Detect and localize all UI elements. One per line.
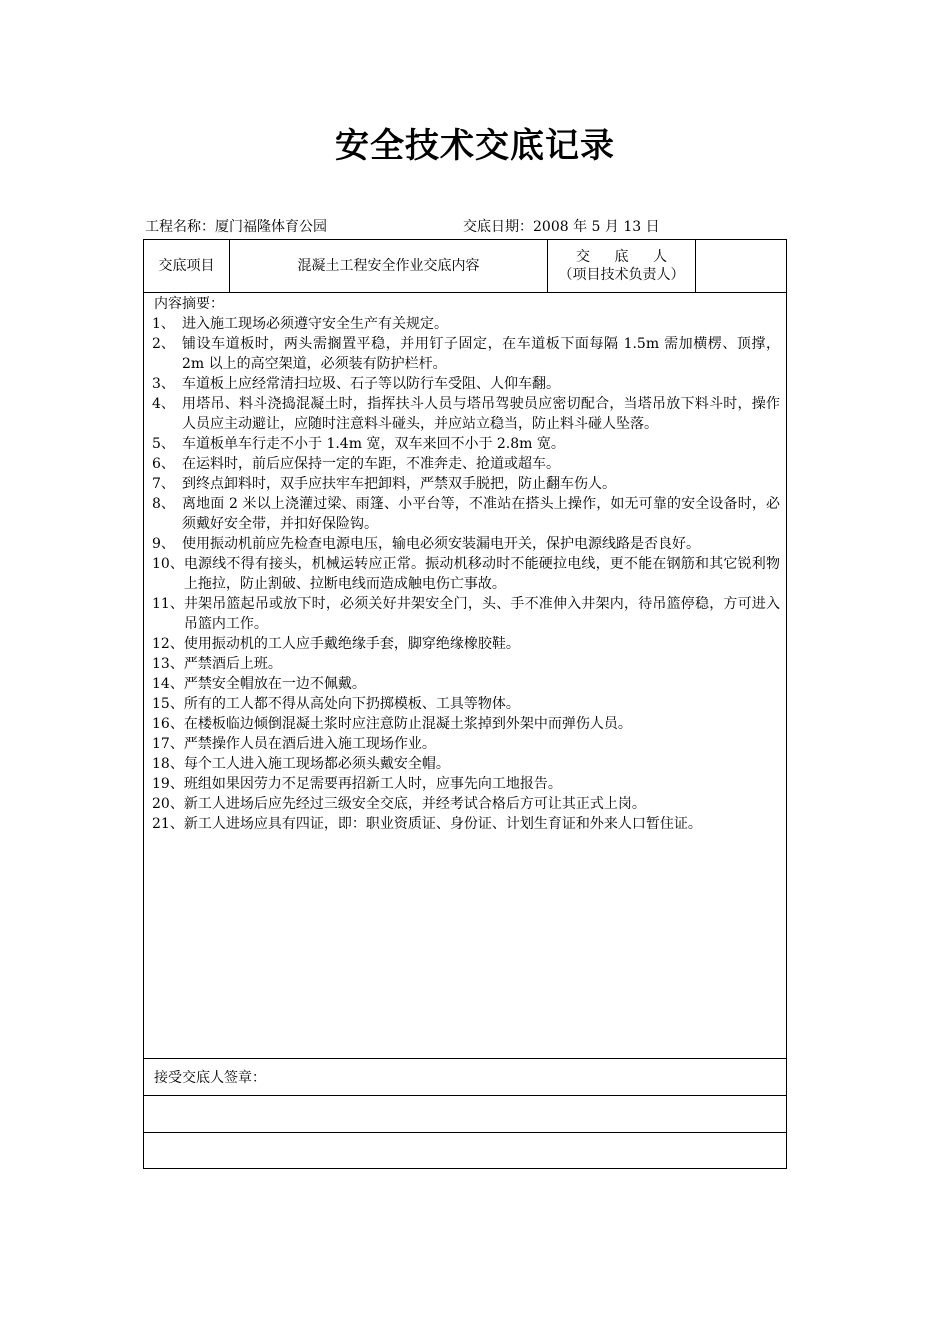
document-title: 安全技术交底记录 (335, 126, 615, 166)
item-text: 离地面 2 米以上浇灌过梁、雨篷、小平台等，不准站在搭头上操作，如无可靠的安全设备时，必须戴好安全带，并扣好保险钩。 (182, 496, 780, 532)
signature-row (144, 1060, 786, 1096)
header-row (144, 240, 786, 293)
item-text: 严禁安全帽放在一边不佩戴。 (183, 676, 366, 692)
item-text: 所有的工人都不得从高处向下扔掷模板、工具等物体。 (183, 696, 520, 712)
item-text: 进入施工现场必须遵守安全生产有关规定。 (182, 316, 448, 332)
record-table (143, 239, 787, 1169)
list-item (152, 794, 780, 814)
item-text: 车道板单车行走不小于 1.4m 宽，双车来回不小于 2.8m 宽。 (182, 436, 565, 452)
item-text: 在运料时，前后应保持一定的车距，不准奔走、抢道或超车。 (182, 456, 560, 472)
item-label: 交底项目 (158, 258, 215, 274)
list-item (152, 434, 780, 454)
list-item (152, 394, 780, 434)
person-label-line1: 交 底 人 (576, 249, 677, 265)
list-item (152, 714, 780, 734)
summary-label: 内容摘要： (154, 296, 224, 312)
item-text: 新工人进场后应先经过三级安全交底，并经考试合格后方可让其正式上岗。 (183, 796, 646, 812)
list-item (152, 594, 780, 634)
item-text: 电源线不得有接头，机械运转应正常。振动机移动时不能硬拉电线，更不能在钢筋和其它锐利物上拖拉，防止割破、拉断电线而造成触电伤亡事故。 (183, 556, 780, 592)
item-text: 铺设车道板时，两头需搁置平稳，并用钉子固定，在车道板下面每隔 1.5m 需加横楞、顶撑，2m 以上的高空架道，必须装有防护栏杆。 (182, 336, 780, 372)
item-value: 混凝土工程安全作业交底内容 (297, 258, 480, 274)
item-text: 井架吊篮起吊或放下时，必须关好井架安全门，头、手不准伸入井架内，待吊篮停稳，方可进入吊篮内工作。 (183, 596, 780, 632)
item-number: 18、 (152, 756, 184, 772)
list-item (152, 634, 780, 654)
list-item (152, 674, 780, 694)
item-number: 10、 (152, 556, 184, 572)
list-item (152, 754, 780, 774)
list-item (152, 314, 780, 334)
item-number: 6、 (152, 456, 175, 472)
list-item (152, 454, 780, 474)
item-text: 班组如果因劳力不足需要再招新工人时，应事先向工地报告。 (183, 776, 562, 792)
person-label-line2: （项目技术负责人） (558, 267, 685, 283)
item-number: 12、 (152, 636, 184, 652)
item-text: 新工人进场应具有四证，即：职业资质证、身份证、计划生育证和外来人口暂住证。 (183, 816, 702, 832)
item-number: 11、 (152, 596, 184, 612)
item-number: 21、 (152, 816, 184, 832)
signature-blank-row-1 (144, 1097, 786, 1133)
item-number: 9、 (152, 536, 175, 552)
item-number: 15、 (152, 696, 184, 712)
item-number: 7、 (152, 476, 175, 492)
item-number: 1、 (152, 316, 175, 332)
list-item (152, 734, 780, 754)
item-number: 3、 (152, 376, 175, 392)
list-item (152, 554, 780, 594)
list-item (152, 494, 780, 534)
item-number: 5、 (152, 436, 175, 452)
signature-label: 接受交底人签章： (154, 1070, 266, 1086)
item-text: 到终点卸料时，双手应扶牢车把卸料，严禁双手脱把，防止翻车伤人。 (182, 476, 616, 492)
item-text: 用塔吊、料斗浇捣混凝土时，指挥扶斗人员与塔吊驾驶员应密切配合，当塔吊放下料斗时，操作人员应主动避让，应随时注意料斗碰头，并应站立稳当，防止料斗碰人坠落。 (182, 396, 780, 432)
signature-blank-row-2 (144, 1133, 786, 1168)
item-number: 4、 (152, 396, 175, 412)
item-text: 车道板上应经常清扫垃圾、石子等以防行车受阻、人仰车翻。 (182, 376, 560, 392)
list-item (152, 774, 780, 794)
item-number: 16、 (152, 716, 184, 732)
item-number: 13、 (152, 656, 184, 672)
item-text: 严禁酒后上班。 (183, 656, 282, 672)
item-value-cell (230, 240, 548, 292)
item-number: 17、 (152, 736, 184, 752)
project-name: 工程名称：厦门福隆体育公园 (145, 219, 327, 235)
list-item (152, 334, 780, 374)
item-label-cell (144, 240, 230, 292)
handover-date: 交底日期：2008 年 5 月 13 日 (463, 219, 660, 235)
person-value-cell (696, 240, 786, 292)
person-label-cell (548, 240, 696, 292)
item-text: 在楼板临边倾倒混凝土浆时应注意防止混凝土浆掉到外架中而弹伤人员。 (183, 716, 632, 732)
item-number: 14、 (152, 676, 184, 692)
list-item (152, 694, 780, 714)
item-number: 20、 (152, 796, 184, 812)
item-number: 8、 (152, 496, 175, 512)
list-item (152, 374, 780, 394)
item-number: 19、 (152, 776, 184, 792)
item-text: 每个工人进入施工现场都必须头戴安全帽。 (183, 756, 450, 772)
item-text: 严禁操作人员在酒后进入施工现场作业。 (183, 736, 436, 752)
list-item (152, 474, 780, 494)
item-text: 使用振动机的工人应手戴绝缘手套，脚穿绝缘橡胶鞋。 (183, 636, 520, 652)
list-item (152, 814, 780, 834)
list-item (152, 534, 780, 554)
list-item (152, 654, 780, 674)
item-number: 2、 (152, 336, 175, 352)
content-summary-cell (144, 293, 786, 1059)
item-text: 使用振动机前应先检查电源电压，输电必须安装漏电开关，保护电源线路是否良好。 (182, 536, 700, 552)
